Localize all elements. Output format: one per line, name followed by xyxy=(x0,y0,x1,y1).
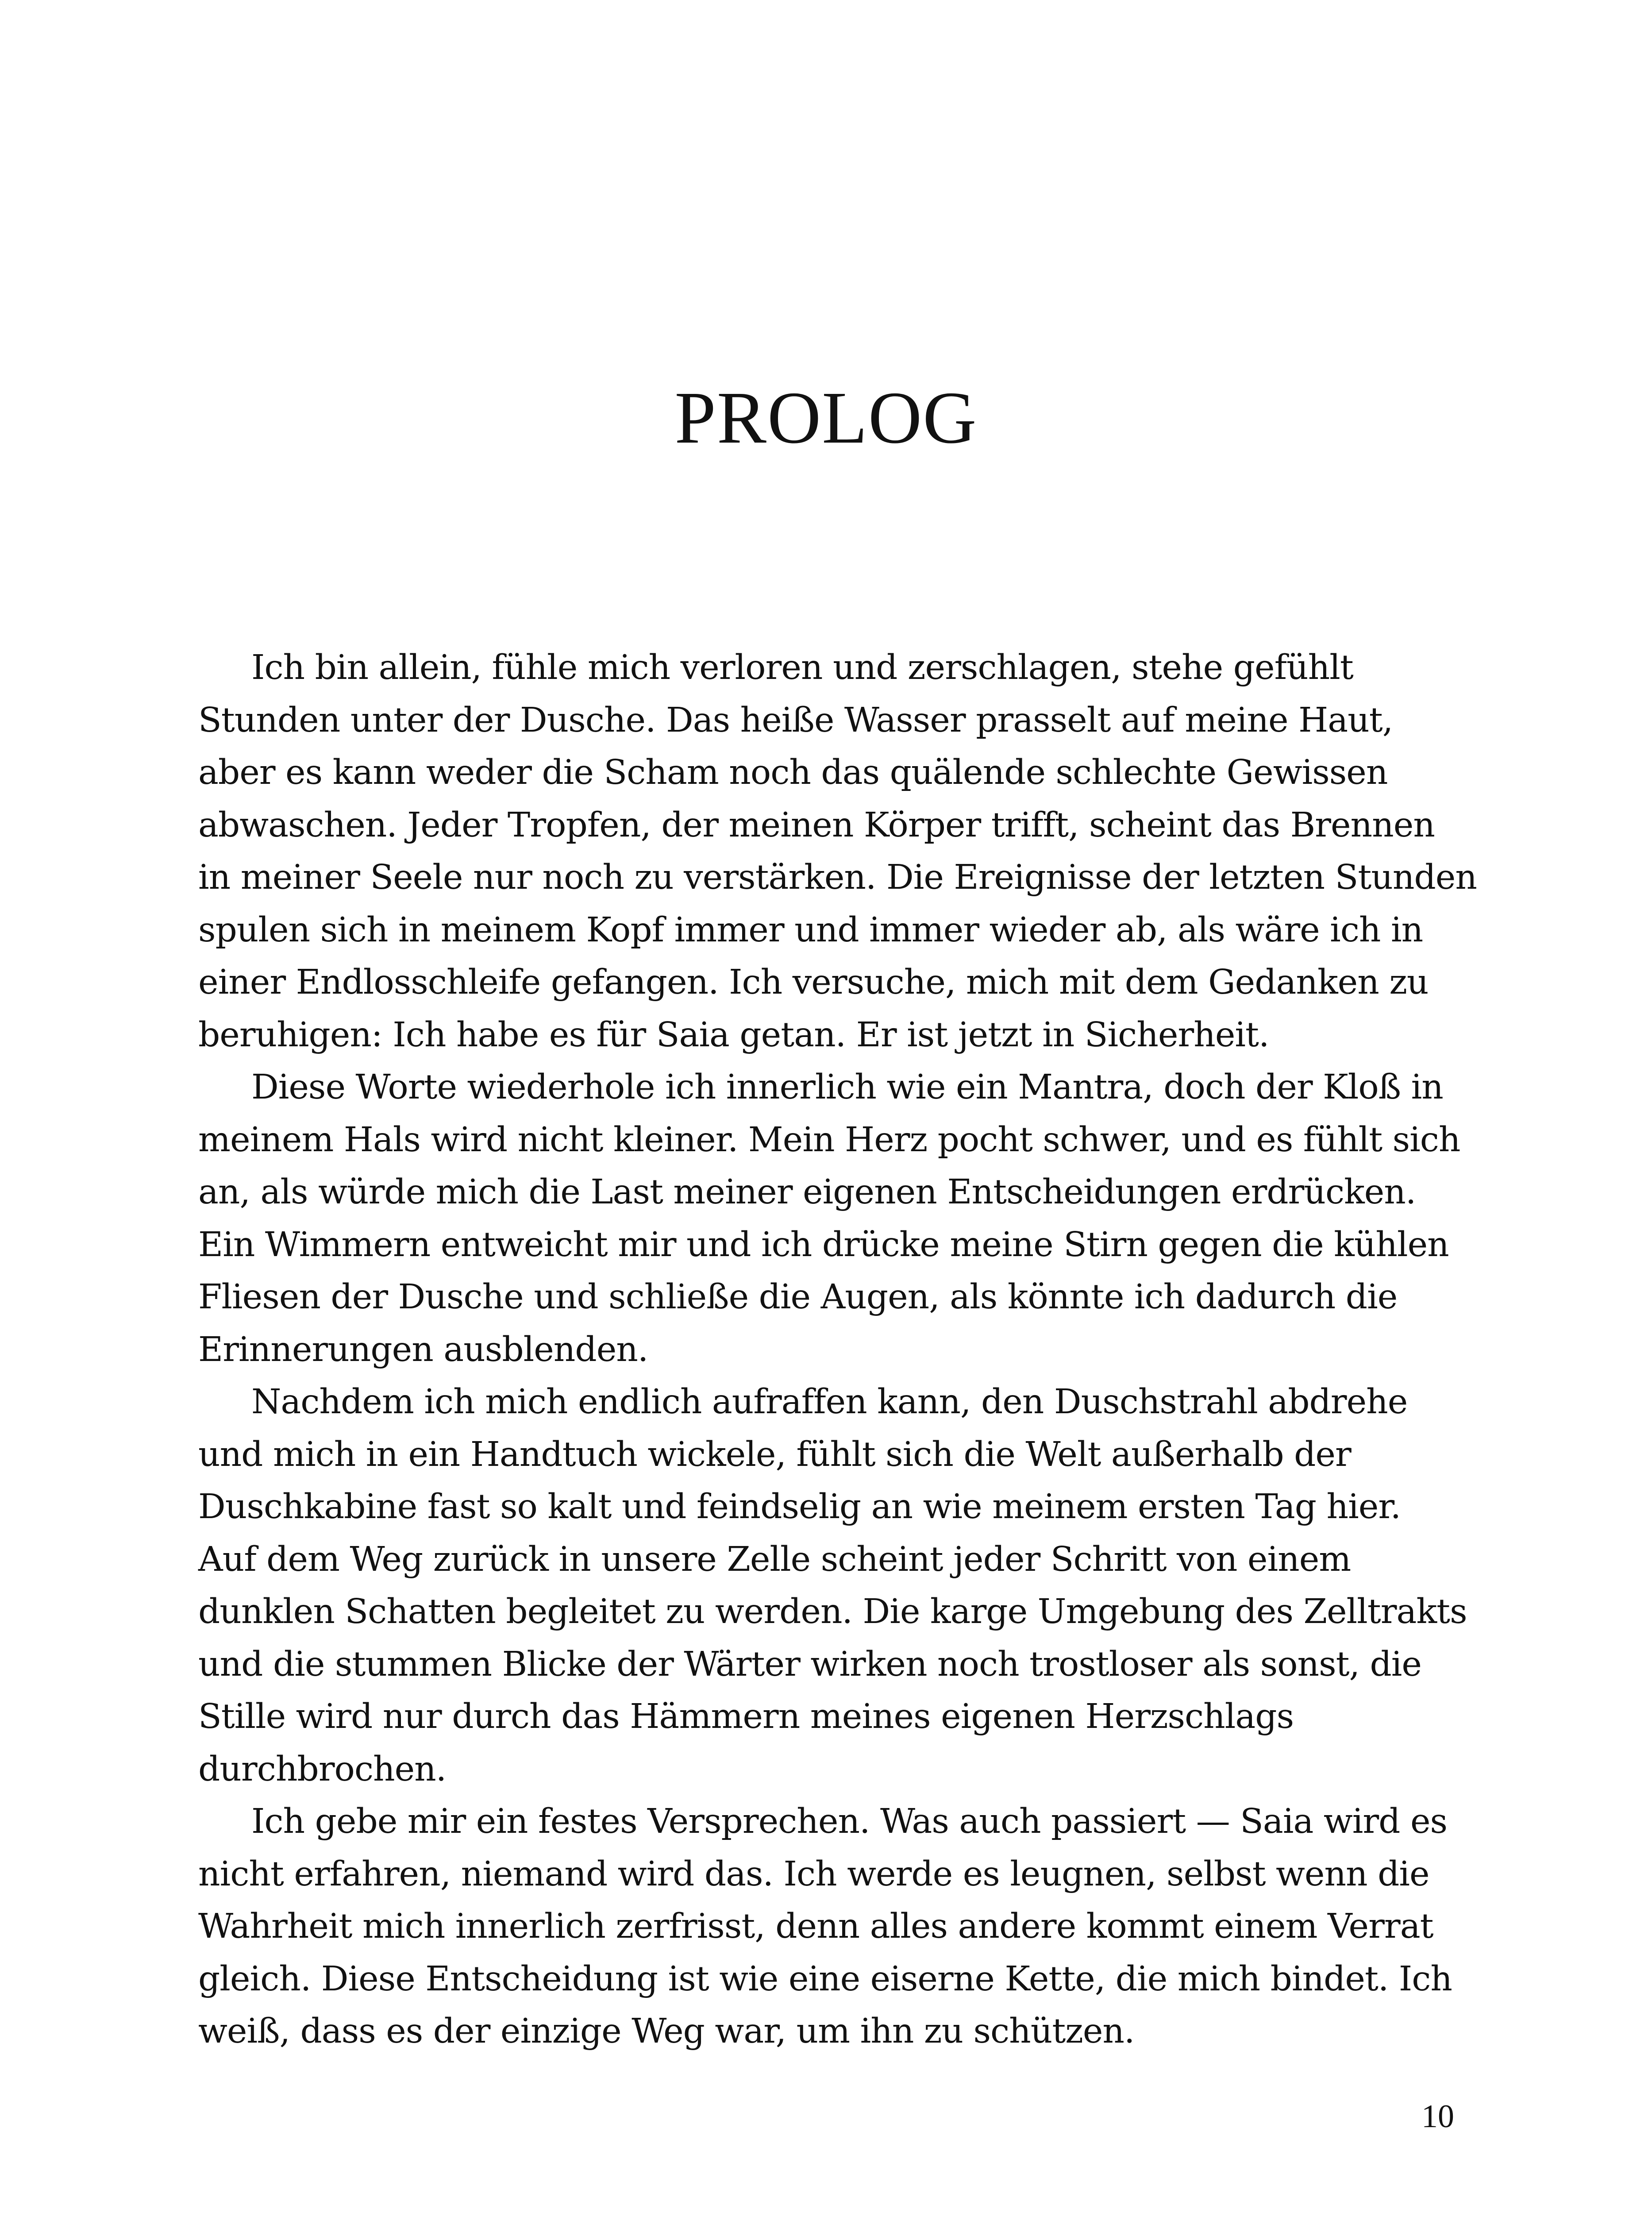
text-line: und die stummen Blicke der Wärter wirken noch trostloser als sonst, die xyxy=(198,1644,1421,1684)
text-line: Ein Wimmern entweicht mir und ich drücke meine Stirn gegen die kühlen xyxy=(198,1225,1449,1265)
page-number: 10 xyxy=(1421,2098,1454,2135)
text-line: Erinnerungen ausblenden. xyxy=(198,1330,648,1369)
text-line: weiß, dass es der einzige Weg war, um ihn zu schützen. xyxy=(198,2012,1135,2051)
text-line: gleich. Diese Entscheidung ist wie eine eiserne Kette, die mich bindet. Ich xyxy=(198,1959,1452,1999)
text-line: Stunden unter der Dusche. Das heiße Wasser prasselt auf meine Haut, xyxy=(198,700,1393,740)
text-line: aber es kann weder die Scham noch das quälende schlechte Gewissen xyxy=(198,753,1388,792)
text-line: Nachdem ich mich endlich aufraffen kann, den Duschstrahl abdrehe xyxy=(251,1382,1408,1422)
text-line: und mich in ein Handtuch wickele, fühlt sich die Welt außerhalb der xyxy=(198,1434,1351,1474)
text-line: dunklen Schatten begleitet zu werden. Die karge Umgebung des Zelltrakts xyxy=(198,1592,1467,1631)
text-line: Ich bin allein, fühle mich verloren und zerschlagen, stehe gefühlt xyxy=(251,648,1353,687)
text-line: an, als würde mich die Last meiner eigenen Entscheidungen erdrücken. xyxy=(198,1172,1416,1212)
text-line: in meiner Seele nur noch zu verstärken. Die Ereignisse der letzten Stunden xyxy=(198,858,1477,897)
text-line: Wahrheit mich innerlich zerfrisst, denn alles andere kommt einem Verrat xyxy=(198,1907,1433,1946)
text-line: Duschkabine fast so kalt und feindselig an wie meinem ersten Tag hier. xyxy=(198,1487,1401,1527)
paragraph-1 xyxy=(198,642,1477,1061)
text-line: einer Endlosschleife gefangen. Ich versuche, mich mit dem Gedanken zu xyxy=(198,963,1429,1002)
chapter-title: PROLOG xyxy=(674,377,978,459)
text-line: spulen sich in meinem Kopf immer und immer wieder ab, als wäre ich in xyxy=(198,910,1423,950)
text-line: nicht erfahren, niemand wird das. Ich werde es leugnen, selbst wenn die xyxy=(198,1854,1429,1894)
text-line: Ich gebe mir ein festes Versprechen. Was auch passiert — Saia wird es xyxy=(251,1802,1448,1841)
text-line: Fliesen der Dusche und schließe die Augen, als könnte ich dadurch die xyxy=(198,1277,1398,1317)
paragraph-3 xyxy=(198,1376,1467,1796)
text-line: Diese Worte wiederhole ich innerlich wie ein Mantra, doch der Kloß in xyxy=(251,1068,1443,1107)
paragraph-2 xyxy=(198,1061,1460,1376)
text-line: durchbrochen. xyxy=(198,1749,447,1789)
prologue-text xyxy=(198,642,1477,2058)
text-line: beruhigen: Ich habe es für Saia getan. Er ist jetzt in Sicherheit. xyxy=(198,1015,1269,1055)
paragraph-4 xyxy=(198,1796,1454,2058)
text-line: Auf dem Weg zurück in unsere Zelle scheint jeder Schritt von einem xyxy=(198,1539,1351,1579)
text-line: abwaschen. Jeder Tropfen, der meinen Körper trifft, scheint das Brennen xyxy=(198,805,1435,845)
text-line: Stille wird nur durch das Hämmern meines eigenen Herzschlags xyxy=(198,1697,1294,1736)
text-line: meinem Hals wird nicht kleiner. Mein Herz pocht schwer, und es fühlt sich xyxy=(198,1120,1460,1160)
